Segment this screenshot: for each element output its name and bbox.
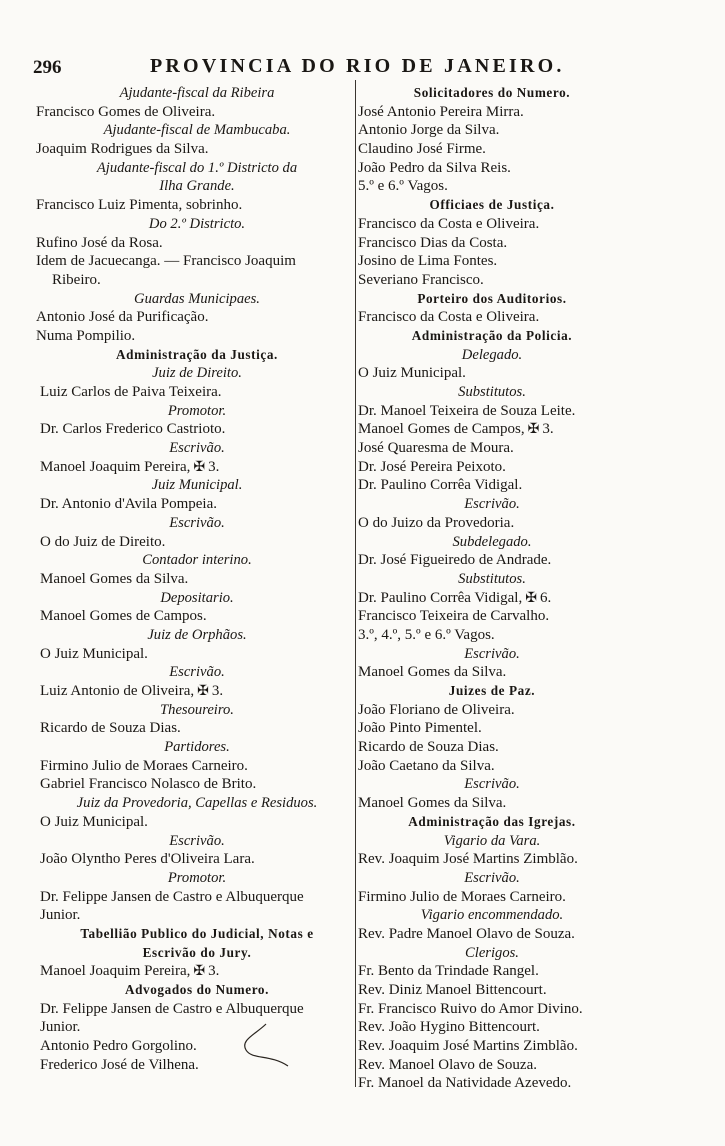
entry-text: Promotor. (167, 402, 227, 419)
entry-text: Gabriel Francisco Nolasco de Brito. (40, 776, 257, 793)
page-number: 296 (33, 57, 62, 78)
entry-text: 3.º, 4.º, 5.º e 6.º Vagos. (358, 626, 495, 643)
entry-text: Administração da Policia. (411, 327, 573, 343)
entry-name (358, 981, 626, 1000)
entry-text: Dr. Paulino Corrêa Vidigal. (358, 477, 523, 494)
entry-text: Manoel Gomes de Campos. (40, 608, 207, 625)
page-title: PROVINCIA DO RIO DE JANEIRO. (150, 55, 565, 77)
role-heading (358, 383, 626, 402)
role-heading (36, 121, 358, 140)
entry-text: Dr. Paulino Corrêa Vidigal, (358, 589, 523, 606)
entry-name (36, 252, 358, 271)
section-heading (358, 84, 626, 103)
entry-name (36, 420, 358, 439)
entry-text: Escrivão. (169, 832, 225, 849)
section-heading (358, 327, 626, 346)
role-heading (36, 738, 358, 757)
entry-name (36, 757, 358, 776)
entry-text: O Juiz Municipal. (358, 365, 466, 382)
entry-name (358, 271, 626, 290)
role-heading (36, 551, 358, 570)
entry-name (358, 1056, 626, 1075)
section-heading (358, 813, 626, 832)
entry-text: Juiz da Provedoria, Capellas e Residuos. (76, 795, 318, 812)
section-heading (358, 682, 626, 701)
entry-text: Antonio Jorge da Silva. (358, 122, 500, 139)
entry-name (358, 757, 626, 776)
entry-text: Thesoureiro. (160, 701, 234, 718)
entry-text: Juiz Municipal. (151, 477, 243, 494)
decoration-count: 3. (208, 458, 220, 475)
entry-name (358, 925, 626, 944)
role-heading (36, 832, 358, 851)
role-heading (358, 645, 626, 664)
entry-name (358, 121, 626, 140)
entry-name (36, 719, 358, 738)
entry-text: Clerigos. (465, 944, 519, 961)
entry-text: Do 2.º Districto. (148, 215, 246, 232)
entry-name (36, 196, 358, 215)
section-heading (36, 944, 358, 963)
decoration-count: 3. (211, 683, 224, 699)
entry-text: Dr. Manoel Teixeira de Souza Leite. (358, 402, 576, 419)
entry-name (358, 589, 626, 608)
entry-name (36, 103, 358, 122)
entry-name (358, 364, 626, 383)
entry-text: Josino de Lima Fontes. (358, 253, 498, 270)
entry-name (358, 103, 626, 122)
role-heading (36, 439, 358, 458)
cross-icon: ✠ (527, 422, 540, 438)
entry-text: Rev. Manoel Olavo de Souza. (358, 1056, 537, 1073)
entry-continuation (36, 1018, 358, 1037)
entry-text: Francisco da Costa e Oliveira. (358, 309, 540, 326)
entry-text: Firmino Julio de Moraes Carneiro. (358, 888, 566, 905)
entry-text: João Pedro da Silva Reis. (358, 159, 511, 176)
entry-name (36, 308, 358, 327)
role-heading (358, 533, 626, 552)
entry-text: Dr. Carlos Frederico Castrioto. (40, 421, 226, 438)
entry-text: Rev. Padre Manoel Olavo de Souza. (358, 925, 575, 942)
entry-text: Rev. Joaquim José Martins Zimblão. (358, 1038, 578, 1055)
entry-name (358, 626, 626, 645)
role-heading (36, 869, 358, 888)
entry-name (36, 888, 358, 907)
entry-name (36, 140, 358, 159)
entry-name (358, 850, 626, 869)
entry-text: Francisco Teixeira de Carvalho. (358, 608, 550, 625)
entry-text: João Olyntho Peres d'Oliveira Lara. (40, 851, 255, 868)
entry-text: O do Juiz de Direito. (40, 533, 166, 550)
entry-name (358, 159, 626, 178)
role-heading (36, 159, 358, 178)
section-heading (36, 346, 358, 365)
entry-text: Juizes de Paz. (448, 683, 536, 698)
entry-text: Rev. Joaquim José Martins Zimblão. (358, 851, 578, 868)
pen-stroke-mark (236, 1020, 296, 1070)
left-column (36, 84, 358, 1074)
entry-text: Numa Pompilio. (36, 327, 136, 344)
entry-text: Escrivão. (464, 776, 520, 793)
entry-text: Substitutos. (458, 384, 526, 400)
entry-text: Escrivão do Jury. (142, 944, 252, 960)
entry-name (36, 962, 358, 981)
entry-text: Antonio José da Purificação. (36, 309, 209, 326)
entry-text: José Antonio Pereira Mirra. (358, 103, 524, 120)
entry-text: Escrivão. (464, 645, 520, 662)
entry-name (36, 533, 358, 552)
role-heading (36, 215, 358, 234)
entry-text: Severiano Francisco. (358, 271, 484, 288)
entry-text: Francisco Dias da Costa. (358, 234, 508, 251)
role-heading (36, 626, 358, 645)
entry-name (358, 140, 626, 159)
entry-text: O do Juizo da Provedoria. (358, 514, 515, 531)
entry-text: Ajudante-fiscal de Mambucaba. (103, 122, 291, 139)
entry-name (358, 738, 626, 757)
section-heading (36, 925, 358, 944)
entry-name (36, 682, 358, 701)
entry-name (36, 607, 358, 626)
entry-text: Juiz de Direito. (152, 365, 242, 382)
entry-text: Partidores. (164, 739, 230, 756)
entry-name (36, 495, 358, 514)
role-heading (358, 346, 626, 365)
entry-name (36, 1056, 358, 1075)
entry-text: Ajudante-fiscal do 1.º Districto da (96, 159, 298, 176)
entry-text: Manoel Joaquim Pereira, (40, 963, 191, 980)
entry-text: Dr. Antonio d'Avila Pompeia. (40, 496, 217, 513)
entry-text: Escrivão. (169, 514, 225, 531)
entry-text: Dr. Felippe Jansen de Castro e Albuquerque (40, 1000, 304, 1017)
entry-continuation (36, 906, 358, 925)
entry-name (358, 420, 626, 439)
entry-text: Guardas Municipaes. (134, 290, 260, 307)
entry-text: Advogados do Numero. (124, 982, 270, 997)
entry-text: Antonio Pedro Gorgolino. (40, 1038, 197, 1055)
entry-name (358, 1074, 626, 1093)
entry-text: Administração da Justiça. (116, 346, 278, 362)
entry-text: Luiz Antonio de Oliveira, (40, 683, 195, 699)
entry-name (358, 514, 626, 533)
role-heading (358, 869, 626, 888)
entry-name (358, 794, 626, 813)
entry-text: Escrivão. (169, 664, 225, 681)
entry-name (358, 962, 626, 981)
entry-text: Rev. João Hygino Bittencourt. (358, 1019, 540, 1036)
role-heading (36, 701, 358, 720)
entry-text: Francisco da Costa e Oliveira. (358, 215, 540, 232)
entry-text: Manoel Gomes de Campos, (358, 421, 525, 438)
entry-name (358, 308, 626, 327)
entry-name (358, 439, 626, 458)
entry-text: Joaquim Rodrigues da Silva. (36, 141, 209, 158)
entry-name (358, 215, 626, 234)
entry-text: Francisco Luiz Pimenta, sobrinho. (36, 197, 243, 214)
entry-text: Contador interino. (142, 552, 252, 569)
entry-text: Porteiro dos Auditorios. (417, 290, 567, 306)
entry-text: Ricardo de Souza Dias. (40, 720, 181, 737)
entry-text: Dr. José Pereira Peixoto. (358, 458, 506, 475)
entry-text: Dr. José Figueiredo de Andrade. (358, 552, 552, 569)
entry-text: Claudino José Firme. (358, 141, 486, 158)
entry-name (358, 701, 626, 720)
entry-name (36, 327, 358, 346)
entry-text: Delegado. (461, 346, 523, 363)
role-heading (36, 84, 358, 103)
entry-text: Ricardo de Souza Dias. (358, 739, 499, 756)
entry-text: Depositario. (160, 589, 234, 606)
entry-text: 5.º e 6.º Vagos. (358, 178, 448, 195)
entry-text: Rev. Diniz Manoel Bittencourt. (358, 982, 547, 998)
entry-text: Junior. (40, 907, 81, 924)
entry-text: Luiz Carlos de Paiva Teixeira. (40, 384, 222, 400)
entry-name (358, 252, 626, 271)
entry-name (36, 775, 358, 794)
entry-text: Solicitadores do Numero. (413, 85, 571, 100)
entry-name (358, 402, 626, 421)
entry-name (358, 888, 626, 907)
entry-text: Administração das Igrejas. (408, 813, 576, 829)
role-heading (36, 663, 358, 682)
entry-text: Manoel Gomes da Silva. (358, 795, 507, 812)
entry-text: Fr. Manoel da Natividade Azevedo. (358, 1075, 572, 1092)
entry-name (358, 476, 626, 495)
entry-name (36, 570, 358, 589)
entry-name (358, 1000, 626, 1019)
entry-name (36, 1000, 358, 1019)
entry-text: Manoel Joaquim Pereira, (40, 458, 191, 475)
entry-name (358, 1018, 626, 1037)
cross-icon: ✠ (193, 964, 206, 980)
decoration-count: 3. (208, 963, 220, 980)
role-heading (358, 570, 626, 589)
entry-text: Francisco Gomes de Oliveira. (36, 103, 216, 120)
entry-text: Firmino Julio de Moraes Carneiro. (40, 757, 248, 774)
entry-text: Dr. Felippe Jansen de Castro e Albuquerque (40, 888, 304, 905)
role-heading (36, 177, 358, 196)
entry-text: Frederico José de Vilhena. (40, 1056, 199, 1073)
role-heading (36, 476, 358, 495)
entry-text: Fr. Bento da Trindade Rangel. (358, 963, 539, 980)
entry-text: Officiaes de Justiça. (429, 197, 555, 213)
entry-name (36, 813, 358, 832)
role-heading (358, 944, 626, 963)
section-heading (358, 290, 626, 309)
entry-text: Manoel Gomes da Silva. (358, 664, 507, 681)
section-heading (358, 196, 626, 215)
entry-name (358, 607, 626, 626)
entry-continuation (36, 271, 358, 290)
entry-name (36, 1037, 358, 1056)
role-heading (358, 906, 626, 925)
entry-name (36, 234, 358, 253)
role-heading (36, 402, 358, 421)
role-heading (358, 775, 626, 794)
entry-text: Idem de Jacuecanga. — Francisco Joaquim (36, 253, 296, 270)
role-heading (358, 495, 626, 514)
cross-icon: ✠ (193, 459, 206, 475)
entry-text: Ribeiro. (52, 271, 101, 288)
entry-text: O Juiz Municipal. (40, 813, 148, 830)
entry-text: Promotor. (167, 869, 227, 886)
entry-name (358, 234, 626, 253)
entry-text: Manoel Gomes da Silva. (40, 570, 189, 587)
role-heading (36, 589, 358, 608)
entry-text: Escrivão. (464, 869, 520, 886)
role-heading (36, 794, 358, 813)
page-header (0, 55, 725, 81)
section-heading (36, 981, 358, 1000)
entry-name (358, 663, 626, 682)
entry-text: Substitutos. (458, 570, 526, 587)
entry-text: Juiz de Orphãos. (147, 626, 247, 643)
role-heading (358, 832, 626, 851)
entry-text: João Floriano de Oliveira. (358, 701, 515, 718)
entry-text: Escrivão. (169, 440, 225, 457)
role-heading (36, 514, 358, 533)
entry-text: Rufino José da Rosa. (36, 234, 163, 251)
entry-name (36, 645, 358, 664)
entry-name (358, 1037, 626, 1056)
entry-text: O Juiz Municipal. (40, 645, 148, 662)
entry-text: José Quaresma de Moura. (358, 440, 514, 457)
entry-text: Subdelegado. (452, 533, 532, 550)
cross-icon: ✠ (197, 684, 209, 699)
decoration-count: 3. (542, 421, 554, 438)
role-heading (36, 364, 358, 383)
entry-text: Junior. (40, 1019, 81, 1036)
entry-text: Escrivão. (464, 496, 520, 513)
entry-text: Vigario encommendado. (420, 907, 564, 924)
cross-icon: ✠ (525, 590, 537, 606)
entry-text: João Pinto Pimentel. (358, 720, 482, 737)
entry-name (358, 719, 626, 738)
entry-name (36, 458, 358, 477)
entry-text: Tabellião Publico do Judicial, Notas e (80, 925, 314, 941)
entry-name (36, 383, 358, 402)
entry-name (36, 850, 358, 869)
decoration-count: 6. (539, 589, 552, 606)
entry-text: Fr. Francisco Ruivo do Amor Divino. (358, 1000, 583, 1017)
entry-name (358, 177, 626, 196)
entry-name (358, 458, 626, 477)
role-heading (36, 290, 358, 309)
right-column (358, 84, 626, 1093)
entry-name (358, 551, 626, 570)
entry-text: João Caetano da Silva. (358, 757, 495, 774)
entry-text: Vigario da Vara. (443, 832, 541, 849)
entry-text: Ilha Grande. (159, 178, 235, 195)
entry-text: Ajudante-fiscal da Ribeira (119, 85, 275, 101)
